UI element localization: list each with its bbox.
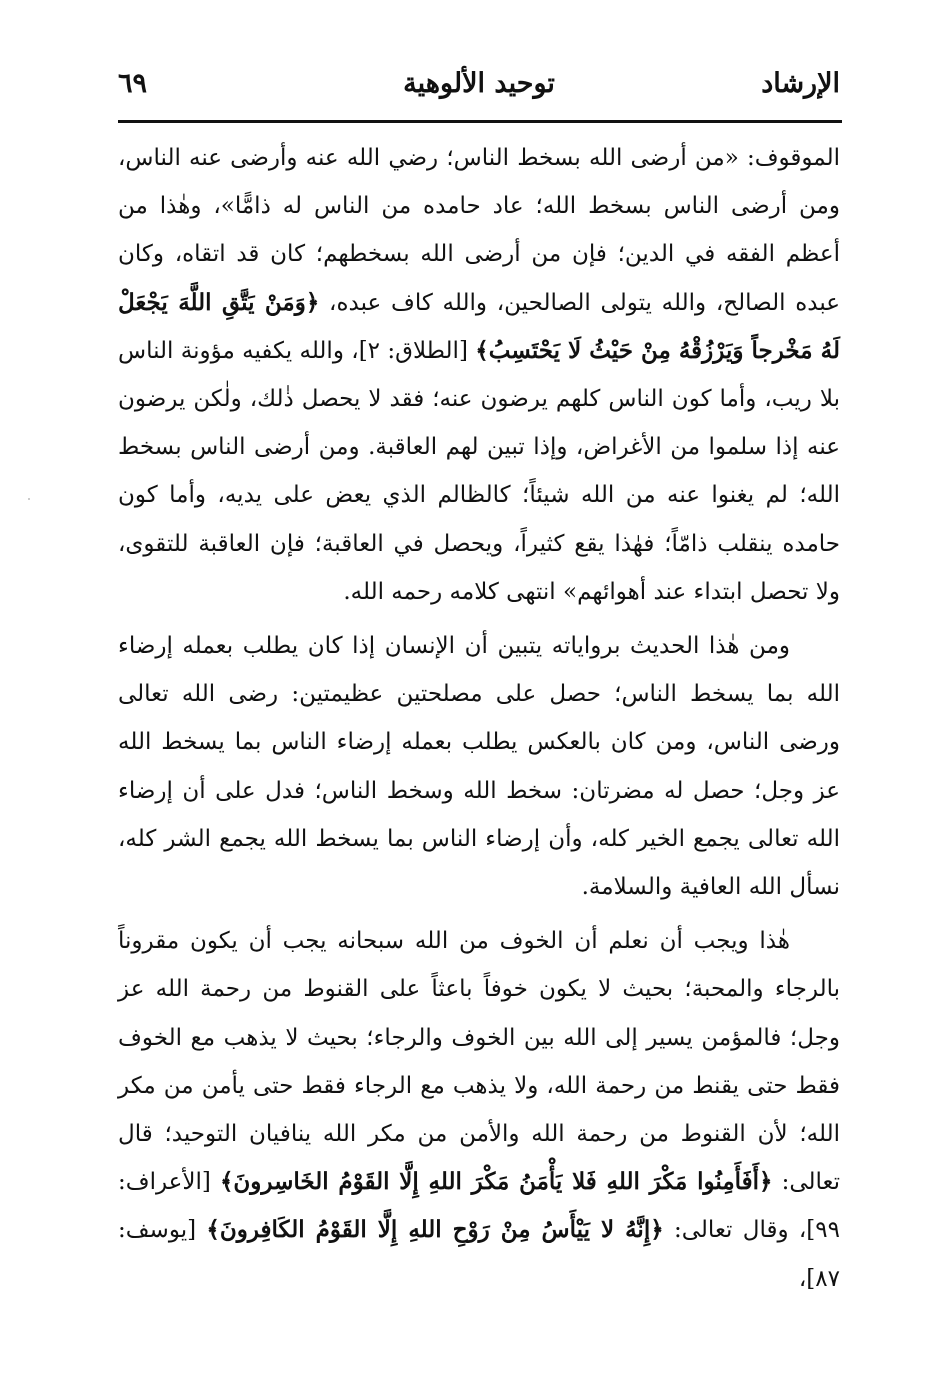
page-number: ٦٩ [118, 68, 148, 99]
chapter-title: توحيد الألوهية [403, 68, 555, 99]
text-run: الموقوف: «من أرضى الله بسخط الناس؛ رضي الله عنه وأرضى عنه الناس، ومن أرضى الناس بسخط الله؛ عاد حامده من الناس له ذامًّا»، وهٰذا من أعظم الفقه في الدين؛ فإن من أرضى الله بسخطهم؛ كان قد اتقاه، وكان عبده الصالح، والله يتولى الصالحين، والله كاف عبده، [118, 145, 840, 316]
text-run: هٰذا ويجب أن نعلم أن الخوف من الله سبحانه يجب أن يكون مقروناً بالرجاء والمحبة؛ بحيث لا يكون خوفاً باعثاً على القنوط من رحمة الله عز وجل؛ فالمؤمن يسير إلى الله بين الخوف والرجاء؛ بحيث لا يذهب مع الخوف فقط حتى يقنط من رحمة الله، ولا يذهب مع الرجاء فقط حتى يأمن من مكر الله؛ لأن القنوط من رحمة الله والأمن من مكر الله ينافيان التوحيد؛ قال تعالى: [118, 928, 841, 1196]
quran-verse-araf: ﴿أَفَأَمِنُوا مَكْرَ اللهِ فَلا يَأْمَنُ مَكْرَ اللهِ إِلَّا القَوْمُ الخَاسِرونَ﴾ [219, 1168, 773, 1196]
running-header [118, 68, 840, 112]
text-run: [الأعراف: ٩٩]، وقال تعالى: [118, 1169, 840, 1244]
paragraph-fear-hope [118, 917, 840, 1303]
header-rule [118, 120, 842, 123]
text-run: ومن هٰذا الحديث برواياته يتبين أن الإنسان إذا كان يطلب بعمله إرضاء الله بما يسخط الناس؛ حصل على مصلحتين عظيمتين: رضى الله تعالى ورضى الناس، ومن كان بالعكس يطلب بعمله إرضاء الناس بما يسخط الله عز وجل؛ حصل له مضرتان: سخط الله وسخط الناس؛ فدل على أن إرضاء الله تعالى يجمع الخير كله، وأن إرضاء الناس بما يسخط الله يجمع الشر كله، نسأل الله العافية والسلامة. [118, 633, 840, 901]
quran-verse-yusuf: ﴿إِنَّهُ لا يَيْأَسُ مِنْ رَوْحِ اللهِ إِلَّا القَوْمُ الكَافِرونَ﴾ [206, 1216, 664, 1244]
body-text [118, 134, 840, 1303]
paragraph-two-benefits [118, 622, 840, 911]
paragraph-mawquf [118, 134, 840, 616]
book-title: الإرشاد [761, 68, 840, 99]
quran-verse-talaq: ﴿وَمَنْ يَتَّقِ اللَّهَ يَجْعَلْ لَهُ مَخْرجاً وَيَرْزُقْهُ مِنْ حَيْثُ لَا يَحْتَسِبُ﴾ [118, 288, 840, 364]
text-run: [الطلاق: ٢]، والله يكفيه مؤونة الناس بلا ريب، وأما كون الناس كلهم يرضون عنه؛ فقد لا يحصل ذٰلك، ولٰكن يرضون عنه إذا سلموا من الأغراض، وإذا تبين لهم العاقبة. ومن أرضى الناس بسخط الله؛ لم يغنوا عنه من الله شيئاً؛ كالظالم الذي يعض على يديه، وأما كون حامده ينقلب ذامّاً؛ فهٰذا يقع كثيراً، ويحصل في العاقبة؛ فإن العاقبة للتقوى، ولا تحصل ابتداء عند أهوائهم» انتهى كلامه رحمه الله. [118, 337, 840, 605]
text-run: [يوسف: ٨٧]، [118, 1217, 840, 1292]
scan-speck [28, 498, 30, 500]
